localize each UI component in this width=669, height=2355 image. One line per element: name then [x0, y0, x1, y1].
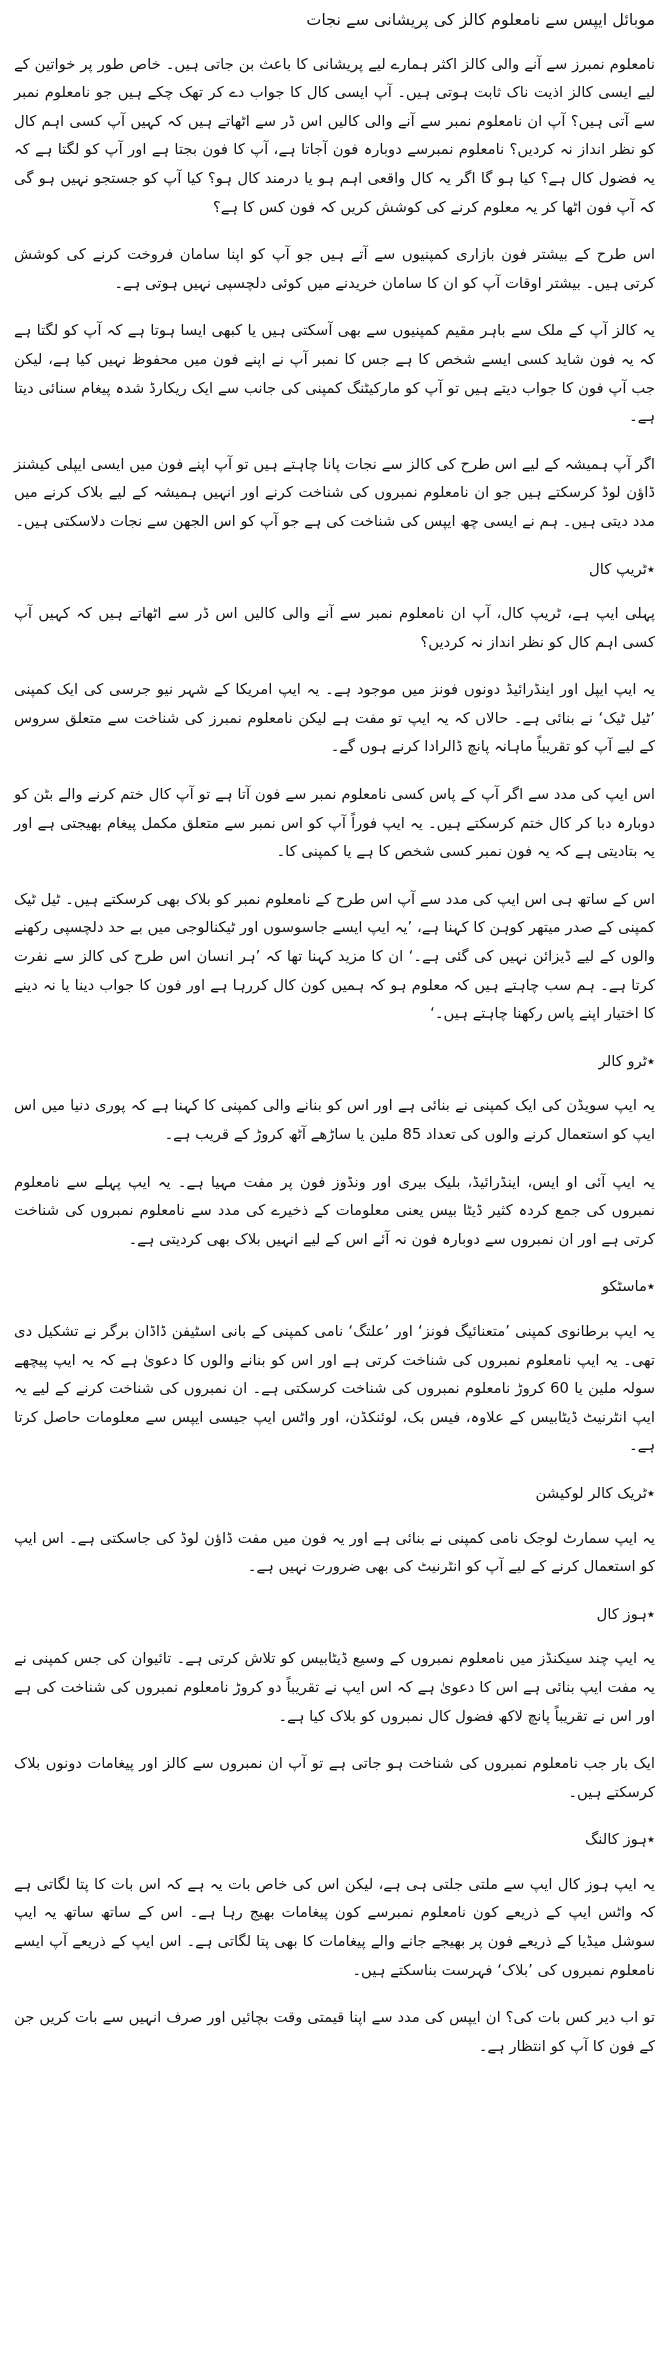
paragraph: یہ ایپ ہوز کال ایپ سے ملتی جلتی ہی ہے، لیکن اس کی خاص بات یہ ہے کہ اس بات کا پتا لگاتی ہے کہ واٹس ایپ کے ذریعے کون نامعلوم نمبرسے کون پیغامات بھیج رہا ہے۔ اس کے ساتھ ساتھ یہ ایپ سوشل میڈیا کے ذریعے فون پر بھیجے جانے والے پیغامات کا بھی پتا لگاتی ہے۔ اس ایپ کے ذریعے آپ ایسے نامعلوم نمبروں کی ’بلاک‘ فہرست بناسکتے ہیں۔	[14, 1875, 655, 1979]
article-title: موبائل ایپس سے نامعلوم کالز کی پریشانی سے نجات	[306, 10, 655, 29]
section-heading: ٭ٹرو کالر	[598, 1052, 655, 1070]
paragraph: اگر آپ ہمیشہ کے لیے اس طرح کی کالز سے نجات پانا چاہتے ہیں تو آپ اپنے فون میں ایسی ایپلی کیشنز ڈاؤن لوڈ کرسکتے ہیں جو ان نامعلوم نمبروں کی شناخت کرنے اور انہیں ہمیشہ کے لیے بلاک کرنے میں مدد دیتی ہیں۔ ہم نے ایسی چھ ایپس کی شناخت کی ہے جو آپ کو اس الجھن سے نجات دلاسکتی ہیں۔	[14, 455, 655, 530]
paragraph: یہ ایپ ایپل اور اینڈرائیڈ دونوں فونز میں موجود ہے۔ یہ ایپ امریکا کے شہر نیو جرسی کی ایک کمپنی ’ٹیل ٹیک‘ نے بنائی ہے۔ حالاں کہ یہ ایپ تو مفت ہے لیکن نامعلوم نمبرز کی شناخت سے متعلق سروس کے لیے آپ کو تقریباً ماہانہ پانچ ڈالرادا کرنے ہوں گے۔	[14, 681, 655, 756]
section-heading: ٭ٹریک کالر لوکیشن	[535, 1484, 655, 1502]
section-heading: ٭ہوز کال	[596, 1605, 655, 1623]
section-heading: ٭ٹریپ کال	[588, 560, 655, 578]
paragraph: اس ایپ کی مدد سے اگر آپ کے پاس کسی نامعلوم نمبر سے فون آتا ہے تو آپ کال ختم کرنے والے بٹن کو دوبارہ دبا کر کال ختم کرسکتے ہیں۔ یہ ایپ فوراً آپ کو اس نمبر سے متعلق مکمل پیغام بھیجتی ہے اور یہ بتادیتی ہے کہ یہ فون نمبر کسی شخص کا ہے یا کمپنی کا۔	[14, 786, 655, 861]
paragraph: اس کے ساتھ ہی اس ایپ کی مدد سے آپ اس طرح کے نامعلوم نمبر کو بلاک بھی کرسکتے ہیں۔ ٹیل ٹیک کمپنی کے صدر میتھر کوہن کا کہنا ہے، ’یہ ایپ ایسے جاسوسوں اور ٹیکنالوجی میں بے حد دلچسپی رکھنے والوں کے لیے ڈیزائن نہیں کی گئی ہے۔‘ ان کا مزید کہنا تھا کہ ’ہر انسان اس طرح کی کالز سے نفرت کرتا ہے۔ ہم سب چاہتے ہیں کہ معلوم ہو کہ ہمیں کون کال کررہا ہے اور فون کا جواب دینا یا نہ دینے کا اختیار اپنے پاس رکھنا چاہتے ہیں۔‘	[14, 890, 655, 1023]
paragraph: یہ ایپ سمارٹ لوجک نامی کمپنی نے بنائی ہے اور یہ فون میں مفت ڈاؤن لوڈ کی جاسکتی ہے۔ اس ایپ کو استعمال کرنے کے لیے آپ کو انٹرنیٹ کی بھی ضرورت نہیں ہے۔	[14, 1529, 655, 1576]
paragraph: یہ ایپ سویڈن کی ایک کمپنی نے بنائی ہے اور اس کو بنانے والی کمپنی کا کہنا ہے کہ پوری دنیا میں اس ایپ کو استعمال کرنے والوں کی تعداد 85 ملین یا ساڑھے آٹھ کروڑ کے قریب ہے۔	[14, 1097, 655, 1143]
paragraph: یہ ایپ آئی او ایس، اینڈرائیڈ، بلیک بیری اور ونڈوز فون پر مفت مہیا ہے۔ یہ ایپ پہلے سے نامعلوم نمبروں کی جمع کردہ کثیر ڈیٹا بیس یعنی معلومات کے ذخیرے کی مدد سے نامعلوم نمبروں کی شناخت کرتی ہے اور ان نمبروں سے دوبارہ فون نہ آئے اس کے لیے انہیں بلاک بھی کردیتی ہے۔	[14, 1173, 655, 1248]
paragraph: ایک بار جب نامعلوم نمبروں کی شناخت ہو جاتی ہے تو آپ ان نمبروں سے کالز اور پیغامات دونوں بلاک کرسکتے ہیں۔	[14, 1755, 655, 1801]
section-heading: ٭ماسٹکو	[601, 1278, 655, 1296]
paragraph: یہ ایپ برطانوی کمپنی ’متعنائیگ فونز‘ اور ’علتگ‘ نامی کمپنی کے بانی اسٹیفن ڈاڈان برگر نے تشکیل دی تھی۔ یہ ایپ نامعلوم نمبروں کی شناخت کرتی ہے اور اس کو بنانے والوں کا دعویٰ ہے کہ یہ ایپ پیچھے سولہ ملین یا 60 کروڑ نامعلوم نمبروں کی شناخت کرسکتی ہے۔ ان نمبروں کی شناخت کرنے کے لیے یہ ایپ انٹرنیٹ ڈیٹابیس کے علاوہ، فیس بک، لوئنکڈن، اور واٹس ایپ جیسی ایپس سے معلومات حاصل کرتا ہے۔	[14, 1322, 655, 1455]
paragraph: اس طرح کے بیشتر فون بازاری کمپنیوں سے آتے ہیں جو آپ کو اپنا سامان فروخت کرنے کی کوشش کرتی ہیں۔ بیشتر اوقات آپ کو ان کا سامان خریدنے میں کوئی دلچسپی نہیں ہوتی ہے۔	[14, 246, 655, 292]
article-body	[14, 51, 655, 2062]
section-heading: ٭ہوز کالنگ	[585, 1831, 655, 1849]
paragraph: پہلی ایپ ہے، ٹریپ کال، آپ ان نامعلوم نمبر سے آنے والی کالیں اس ڈر سے اٹھاتے ہیں کہ کہیں آپ کسی اہم کال کو نظر انداز نہ کردیں؟	[14, 605, 655, 651]
paragraph: یہ ایپ چند سیکنڈز میں نامعلوم نمبروں کے وسیع ڈیٹابیس کو تلاش کرتی ہے۔ تائیوان کی جس کمپنی نے یہ مفت ایپ بنائی ہے اس کا دعویٰ ہے کہ اس ایپ نے تقریباً دو کروڑ نامعلوم نمبروں کی شناخت کی ہے اور اس نے تقریباً پانچ لاکھ فضول کال نمبروں کو بلاک کیا ہے۔	[14, 1650, 655, 1725]
paragraph: نامعلوم نمبرز سے آنے والی کالز اکثر ہمارے لیے پریشانی کا باعث بن جاتی ہیں۔ خاص طور پر خواتین کے لیے ایسی کالز اذیت ناک ثابت ہوتی ہیں۔ آپ ایسی کال کا جواب دے کر تھک چکے ہیں جو نامعلوم نمبر سے آتی ہیں؟ آپ ان نامعلوم نمبر سے آنے والی کالیں اس ڈر سے اٹھاتے ہیں کہ کہیں آپ کسی اہم کال کو نظر انداز نہ کردیں؟ نامعلوم نمبرسے دوبارہ فون آجاتا ہے، آپ کا فون بجتا ہے اور آپ کو لگتا ہے کہ یہ فضول کال ہے؟ کیا ہو گا اگر یہ کال واقعی اہم ہو یا درمند کال ہو؟ کیا آپ کو جستجو نہیں ہو گی کہ آپ فون اٹھا کر یہ معلوم کرنے کی کوشش کریں کہ فون کس کا ہے؟	[14, 55, 655, 216]
paragraph: یہ کالز آپ کے ملک سے باہر مقیم کمپنیوں سے بھی آسکتی ہیں یا کبھی ایسا ہوتا ہے کہ آپ کو لگتا ہے کہ یہ فون شاید کسی ایسے شخص کا ہے جس کا نمبر آپ نے اپنے فون میں محفوظ نہیں کیا ہے، لیکن جب آپ فون کا جواب دیتے ہیں تو آپ کو مارکیٹنگ کمپنی کی جانب سے ایک ریکارڈ شدہ پیغام سنائی دیتا ہے۔	[14, 322, 655, 426]
paragraph: تو اب دیر کس بات کی؟ ان ایپس کی مدد سے اپنا قیمتی وقت بچائیں اور صرف انہیں سے بات کریں جن کے فون کا آپ کو انتظار ہے۔	[14, 2009, 655, 2055]
